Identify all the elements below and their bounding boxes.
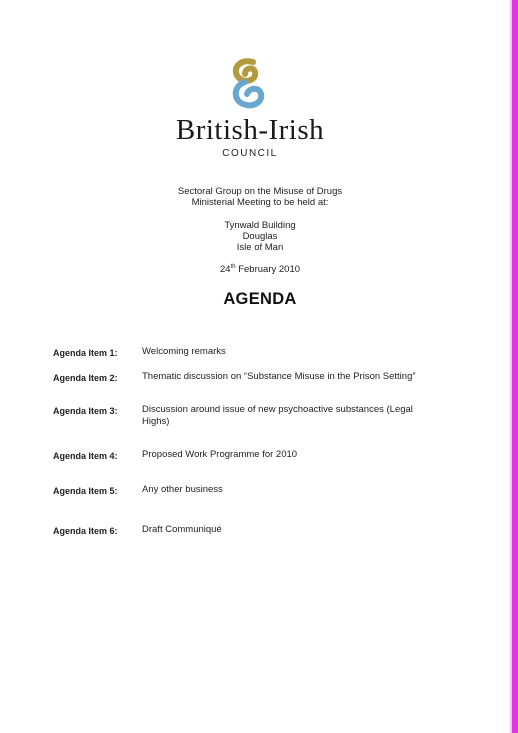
date-suffix: th (230, 264, 236, 270)
agenda-item-5-text: Any other business (142, 484, 223, 495)
agenda-item-1-label: Agenda Item 1: (53, 348, 118, 358)
agenda-item-6-text: Draft Communiqué (142, 524, 222, 535)
agenda-item-1-text: Welcoming remarks (142, 346, 226, 357)
british-irish-council-logo (150, 56, 350, 166)
agenda-item-2-text: Thematic discussion on “Substance Misuse in the Prison Setting” (142, 371, 416, 382)
agenda-item-5-label: Agenda Item 5: (53, 486, 118, 496)
meeting-date (100, 262, 420, 275)
date-day: 24 (219, 264, 231, 276)
logo-subtitle: COUNCIL (222, 148, 278, 159)
logo-wordmark: British-Irish (175, 114, 325, 146)
venue-building: Tynwald Building (224, 220, 296, 231)
page-edge (512, 0, 518, 733)
date-rest: February 2010 (235, 264, 301, 276)
agenda-item-3-label: Agenda Item 3: (53, 406, 118, 416)
agenda-item-2-label: Agenda Item 2: (53, 373, 118, 383)
agenda-item-4-text: Proposed Work Programme for 2010 (142, 449, 298, 460)
agenda-item-3-text: Discussion around issue of new psychoactive substances (Legal Highs) (142, 404, 413, 427)
group-name: Sectoral Group on the Misuse of Drugs (177, 186, 343, 197)
venue-town: Douglas (242, 231, 278, 242)
meeting-line: Ministerial Meeting to be held at: (191, 197, 329, 208)
agenda-item-6-label: Agenda Item 6: (53, 526, 118, 536)
logo-mark-icon (225, 56, 275, 114)
agenda-item-4-label: Agenda Item 4: (53, 451, 118, 461)
venue-island: Isle of Man (236, 242, 284, 253)
agenda-title: AGENDA (223, 290, 297, 308)
